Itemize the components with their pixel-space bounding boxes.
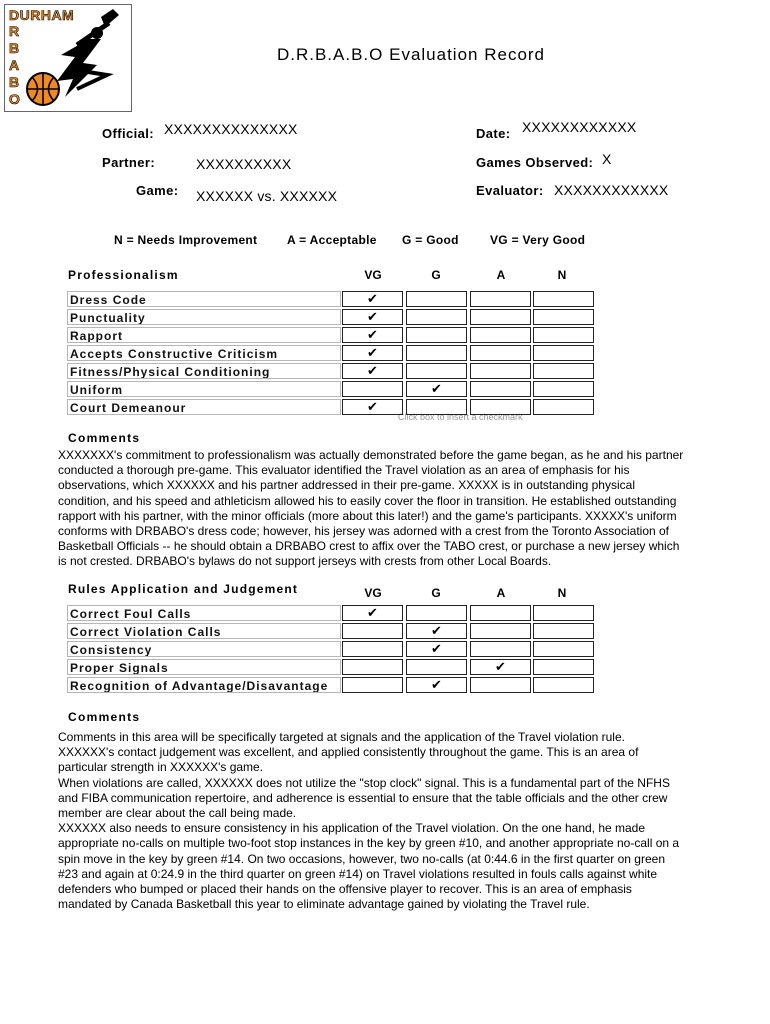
rules-column-header-n: N xyxy=(557,586,567,600)
checkbox-recognition-of-advantage-disavantage-a[interactable] xyxy=(470,677,531,693)
checkbox-accepts-constructive-criticism-n[interactable] xyxy=(533,345,594,361)
logo-text: DURHAM R B A B O xyxy=(9,7,75,107)
checkmark-recognition-of-advantage-disavantage-g[interactable]: ✔ xyxy=(406,677,467,693)
rules-title: Rules Application and Judgement xyxy=(68,582,299,596)
checkmark-accepts-constructive-criticism-vg[interactable]: ✔ xyxy=(342,345,403,361)
rating-row xyxy=(67,659,599,676)
professionalism-comments-title: Comments xyxy=(68,431,141,445)
official-label: Official: xyxy=(102,126,154,141)
comment-line: member are clear about the call being made. xyxy=(58,806,297,821)
checkmark-consistency-g[interactable]: ✔ xyxy=(406,641,467,657)
checkbox-fitness-physical-conditioning-n[interactable] xyxy=(533,363,594,379)
criterion-label-dress-code: Dress Code xyxy=(67,291,341,307)
column-header-n: N xyxy=(557,268,567,282)
rules-column-header-vg: VG xyxy=(364,586,382,600)
criterion-label-correct-violation-calls: Correct Violation Calls xyxy=(67,623,341,639)
column-header-a: A xyxy=(496,268,506,282)
checkmark-proper-signals-a[interactable]: ✔ xyxy=(470,659,531,675)
checkbox-consistency-n[interactable] xyxy=(533,641,594,657)
checkbox-court-demeanour-n[interactable] xyxy=(533,399,594,415)
checkbox-dress-code-n[interactable] xyxy=(533,291,594,307)
checkbox-accepts-constructive-criticism-g[interactable] xyxy=(406,345,467,361)
checkmark-correct-foul-calls-vg[interactable]: ✔ xyxy=(342,605,403,621)
professionalism-comments-field[interactable] xyxy=(58,448,738,570)
legend-very-good: VG = Very Good xyxy=(490,233,586,247)
rating-row xyxy=(67,399,599,416)
checkbox-rapport-g[interactable] xyxy=(406,327,467,343)
comment-line: is not crested. DRBABO's bylaws do not support jerseys with crests from other Local Boards. xyxy=(58,554,552,569)
checkbox-proper-signals-n[interactable] xyxy=(533,659,594,675)
legend-good: G = Good xyxy=(402,233,459,247)
checkbox-consistency-vg[interactable] xyxy=(342,641,403,657)
comment-line: #23 and again at 0:24.9 in the third quarter on green #14) on Travel violations resulted in fouls calls against white xyxy=(58,866,658,881)
checkbox-uniform-a[interactable] xyxy=(470,381,531,397)
checkbox-accepts-constructive-criticism-a[interactable] xyxy=(470,345,531,361)
column-header-vg: VG xyxy=(364,268,382,282)
checkbox-uniform-n[interactable] xyxy=(533,381,594,397)
checkbox-correct-violation-calls-a[interactable] xyxy=(470,623,531,639)
checkbox-dress-code-g[interactable] xyxy=(406,291,467,307)
checkmark-dress-code-vg[interactable]: ✔ xyxy=(342,291,403,307)
rating-row xyxy=(67,291,599,308)
checkbox-dress-code-a[interactable] xyxy=(470,291,531,307)
criterion-label-fitness-physical-conditioning: Fitness/Physical Conditioning xyxy=(67,363,341,379)
comment-line: XXXXXX's contact judgement was excellent, and applied consistently throughout the game. This is an area of xyxy=(58,745,639,760)
checkbox-uniform-vg[interactable] xyxy=(342,381,403,397)
checkbox-fitness-physical-conditioning-g[interactable] xyxy=(406,363,467,379)
criterion-label-punctuality: Punctuality xyxy=(67,309,341,325)
criterion-label-consistency: Consistency xyxy=(67,641,341,657)
checkbox-recognition-of-advantage-disavantage-vg[interactable] xyxy=(342,677,403,693)
comment-line: observations, which XXXXXX and his partner addressed in their pre-game. XXXXX is in outstanding physical xyxy=(58,478,635,493)
professionalism-table xyxy=(67,291,599,419)
official-field[interactable]: XXXXXXXXXXXXXX xyxy=(164,121,298,137)
partner-label: Partner: xyxy=(102,155,156,170)
professionalism-title: Professionalism xyxy=(68,268,179,282)
checkmark-uniform-g[interactable]: ✔ xyxy=(406,381,467,397)
comment-line: mandated by Canada Basketball this year to eliminate advantage gained by violating the Travel rule. xyxy=(58,897,590,912)
checkbox-recognition-of-advantage-disavantage-n[interactable] xyxy=(533,677,594,693)
checkbox-court-demeanour-a[interactable] xyxy=(470,399,531,415)
checkbox-rapport-a[interactable] xyxy=(470,327,531,343)
checkmark-punctuality-vg[interactable]: ✔ xyxy=(342,309,403,325)
rules-column-header-g: G xyxy=(431,586,441,600)
page-title: D.R.B.A.B.O Evaluation Record xyxy=(276,45,546,64)
column-header-g: G xyxy=(431,268,441,282)
rating-row xyxy=(67,641,599,658)
comment-line: conforms with DRBABO's dress code; however, his jersey was adorned with a crest from the Toronto Association of xyxy=(58,524,670,539)
comment-line: condition, and his speed and athleticism allowed his to easily cover the floor in transition. He established outstanding xyxy=(58,493,677,508)
checkmark-fitness-physical-conditioning-vg[interactable]: ✔ xyxy=(342,363,403,379)
game-label: Game: xyxy=(136,183,179,198)
checkbox-punctuality-g[interactable] xyxy=(406,309,467,325)
comment-line: Comments in this area will be specifically targeted at signals and the application of the Travel violation rule. xyxy=(58,730,625,744)
comment-line: XXXXXXX's commitment to professionalism was actually demonstrated before the game began, as he and his partner xyxy=(58,448,684,462)
comment-line: rapport with his partner, with the minor officials (more about this later!) and the game's participants. XXXXX's uniform xyxy=(58,508,677,523)
rating-row xyxy=(67,677,599,694)
checkbox-fitness-physical-conditioning-a[interactable] xyxy=(470,363,531,379)
legend-acceptable: A = Acceptable xyxy=(287,233,377,247)
comment-line: conducted a thorough pre-game. This evaluator identified the Travel violation as an area of emphasis for his xyxy=(58,463,630,478)
criterion-label-proper-signals: Proper Signals xyxy=(67,659,341,675)
checkbox-correct-foul-calls-a[interactable] xyxy=(470,605,531,621)
rules-column-header-a: A xyxy=(496,586,506,600)
criterion-label-correct-foul-calls: Correct Foul Calls xyxy=(67,605,341,621)
rating-row xyxy=(67,309,599,326)
checkbox-correct-violation-calls-n[interactable] xyxy=(533,623,594,639)
date-label: Date: xyxy=(476,126,511,141)
date-field[interactable]: XXXXXXXXXXXX xyxy=(522,119,637,135)
checkbox-proper-signals-vg[interactable] xyxy=(342,659,403,675)
checkbox-rapport-n[interactable] xyxy=(533,327,594,343)
checkbox-correct-violation-calls-vg[interactable] xyxy=(342,623,403,639)
rating-row xyxy=(67,363,599,380)
criterion-label-uniform: Uniform xyxy=(67,381,341,397)
rules-comments-title: Comments xyxy=(68,710,141,724)
rating-row xyxy=(67,345,599,362)
rules-table xyxy=(67,605,599,697)
criterion-label-recognition-of-advantage-disavantage: Recognition of Advantage/Disavantage xyxy=(67,677,341,693)
checkbox-court-demeanour-g[interactable] xyxy=(406,399,467,415)
checkmark-hint: Click box to insert a checkmark xyxy=(398,412,523,422)
rating-row xyxy=(67,327,599,344)
evaluator-field[interactable]: XXXXXXXXXXXX xyxy=(554,182,669,198)
rating-row xyxy=(67,605,599,622)
comment-line: and FIBA communication repertoire, and adherence is essential to ensure that the table officials and the other crew xyxy=(58,790,668,805)
legend-needs-improvement: N = Needs Improvement xyxy=(114,233,258,247)
checkbox-correct-foul-calls-g[interactable] xyxy=(406,605,467,621)
games-observed-label: Games Observed: xyxy=(476,155,594,170)
comment-line: particular strength in XXXXXX's game. xyxy=(58,760,264,775)
game-field[interactable]: XXXXXX vs. XXXXXX xyxy=(196,188,338,204)
evaluator-label: Evaluator: xyxy=(476,183,544,198)
comment-line: When violations are called, XXXXXX does not utilize the "stop clock" signal. This is a fundamental part of the NFHS xyxy=(58,775,670,790)
checkbox-punctuality-n[interactable] xyxy=(533,309,594,325)
checkbox-consistency-a[interactable] xyxy=(470,641,531,657)
rules-comments-field[interactable] xyxy=(58,730,738,912)
checkbox-punctuality-a[interactable] xyxy=(470,309,531,325)
rating-row xyxy=(67,381,599,398)
rating-row xyxy=(67,623,599,640)
comment-line: spin move in the key by green #14. On two occasions, however, two no-calls (at 0:44.6 in the first quarter on green xyxy=(58,851,665,866)
checkmark-court-demeanour-vg[interactable]: ✔ xyxy=(342,399,403,415)
partner-field[interactable]: XXXXXXXXXX xyxy=(196,156,292,172)
comment-line: defenders who bumped or placed their hands on the offensive player to recover. This is an area of emphasis xyxy=(58,882,632,897)
criterion-label-court-demeanour: Court Demeanour xyxy=(67,399,341,415)
checkmark-correct-violation-calls-g[interactable]: ✔ xyxy=(406,623,467,639)
games-observed-field[interactable]: X xyxy=(602,151,612,167)
checkbox-proper-signals-g[interactable] xyxy=(406,659,467,675)
criterion-label-rapport: Rapport xyxy=(67,327,341,343)
criterion-label-accepts-constructive-criticism: Accepts Constructive Criticism xyxy=(67,345,341,361)
checkmark-rapport-vg[interactable]: ✔ xyxy=(342,327,403,343)
comment-line: appropriate no-calls on multiple two-foot stop instances in the key by green #10, and another appropriate no-call on a xyxy=(58,836,680,851)
comment-line: XXXXXX also needs to ensure consistency in his application of the Travel violation. On the one hand, he made xyxy=(58,821,646,836)
comment-line: Basketball Officials -- he should obtain a DRBABO crest to affix over the TABO crest, or purchase a new jersey which xyxy=(58,539,680,554)
checkbox-correct-foul-calls-n[interactable] xyxy=(533,605,594,621)
